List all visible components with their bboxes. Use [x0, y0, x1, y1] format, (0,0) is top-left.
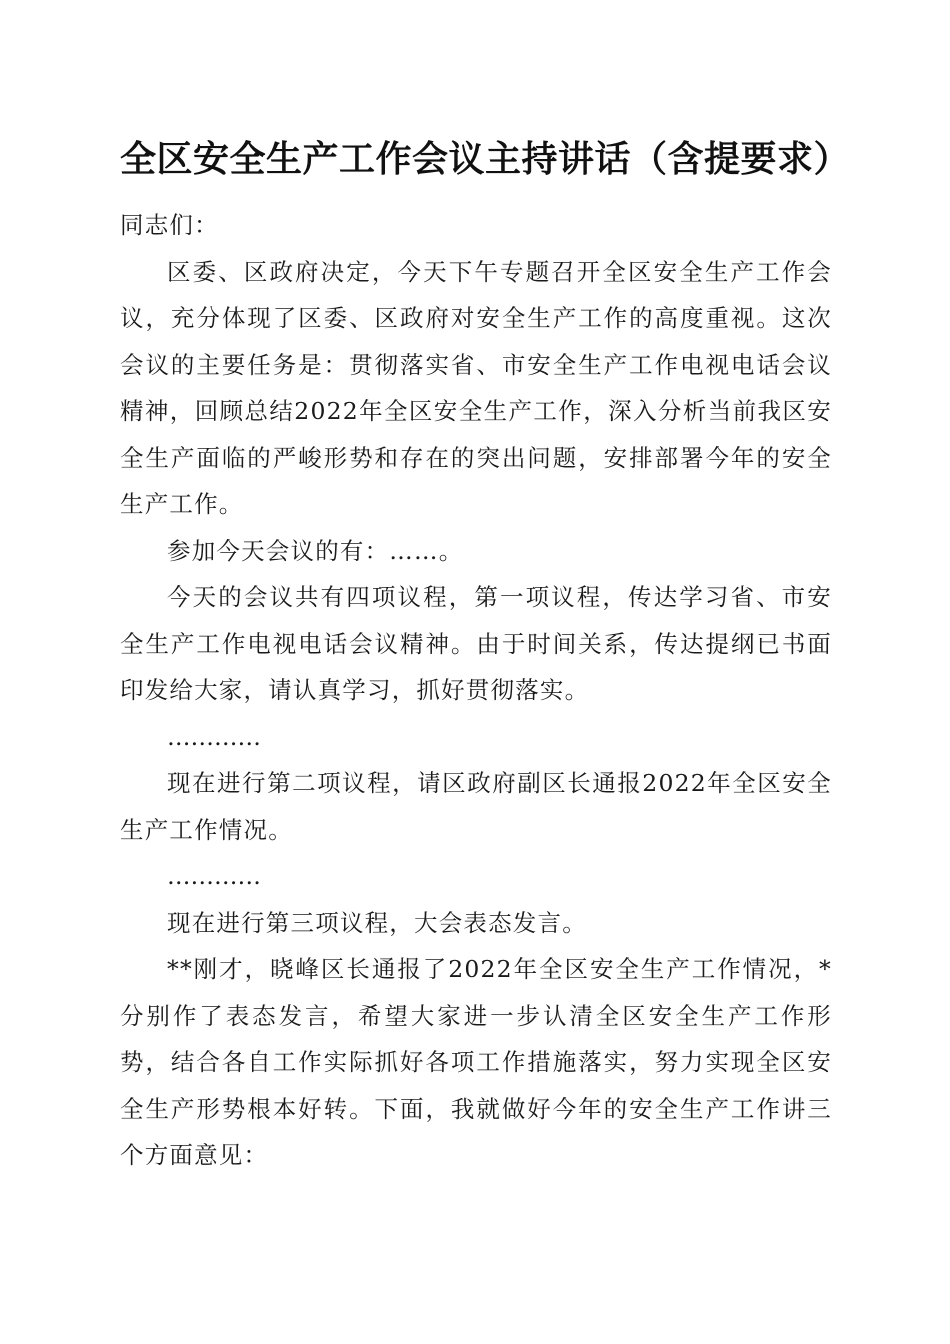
paragraph-agenda-1: 今天的会议共有四项议程，第一项议程，传达学习省、市安全生产工作电视电话会议精神。由于时间关系，传达提纲已书面印发给大家，请认真学习，抓好贯彻落实。	[120, 583, 832, 704]
ellipsis-line: …………	[167, 722, 261, 751]
paragraph-agenda-3: 现在进行第三项议程，大会表态发言。	[167, 908, 587, 937]
paragraph-summary: **刚才，晓峰区长通报了2022年全区安全生产工作情况，*分别作了表态发言，希望大家进一步认清全区安全生产工作形势，结合各自工作实际抓好各项工作措施落实，努力实现全区安全生产形势根本好转。下面，我就做好今年的安全生产工作讲三个方面意见：	[120, 955, 832, 1169]
document-title: 全区安全生产工作会议主持讲话（含提要求）	[120, 139, 851, 180]
document-body	[120, 202, 832, 1179]
ellipsis-line: …………	[167, 862, 261, 890]
salutation: 同志们：	[120, 211, 219, 239]
paragraph-agenda-2: 现在进行第二项议程，请区政府副区长通报2022年全区安全生产工作情况。	[120, 769, 832, 844]
paragraph-intro: 区委、区政府决定，今天下午专题召开全区安全生产工作会议，充分体现了区委、区政府对安全生产工作的高度重视。这次会议的主要任务是：贯彻落实省、市安全生产工作电视电话会议精神，回顾总结2022年全区安全生产工作，深入分析当前我区安全生产面临的严峻形势和存在的突出问题，安排部署今年的安全生产工作。	[120, 257, 832, 518]
paragraph-attendees: 参加今天会议的有：……。	[167, 536, 464, 565]
